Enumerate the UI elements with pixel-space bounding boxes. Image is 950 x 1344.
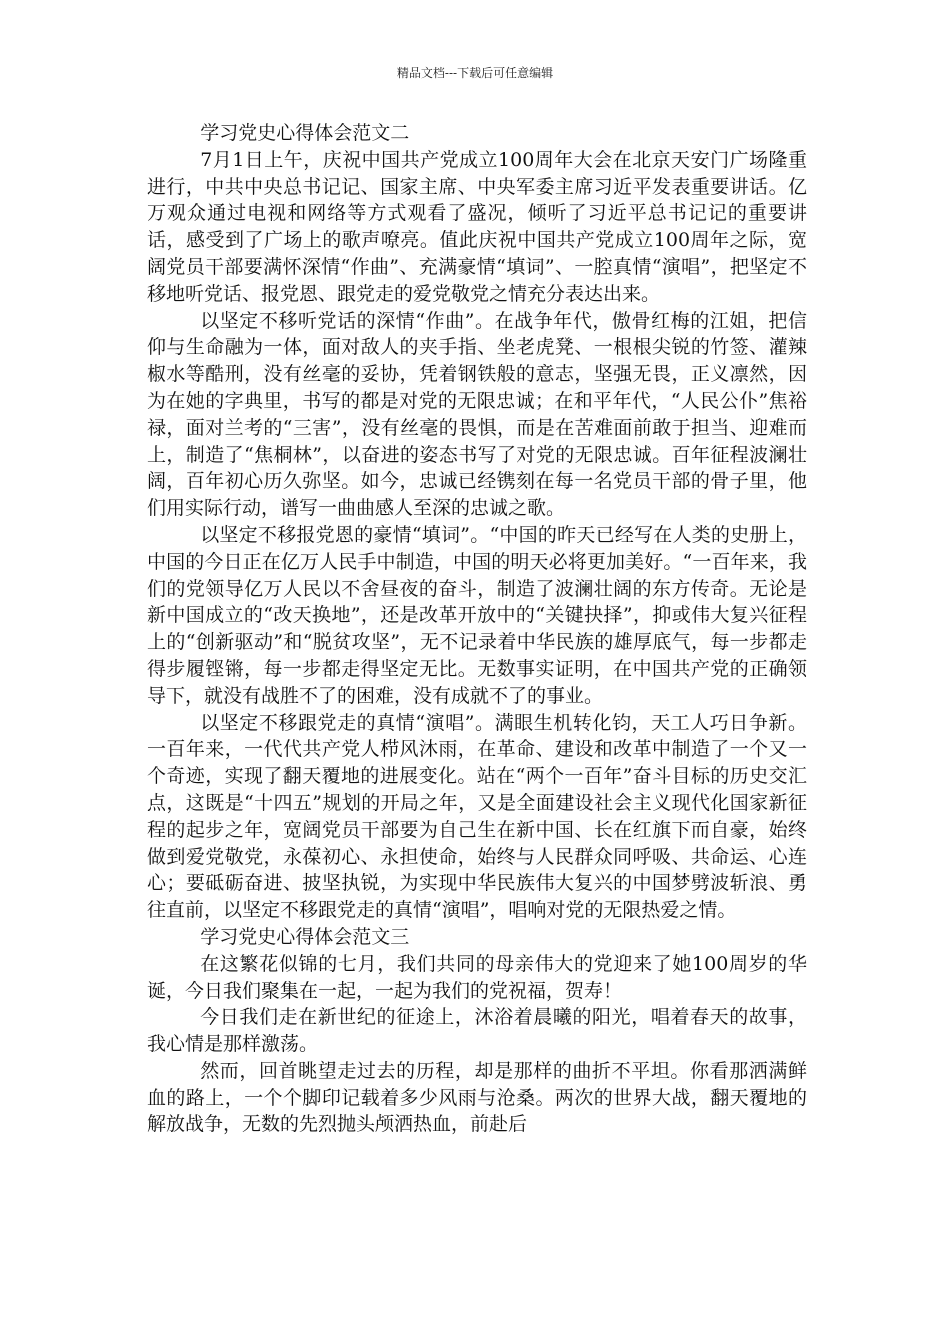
paragraph: 今日我们走在新世纪的征途上，沐浴着晨曦的阳光，唱着春天的故事，我心情是那样激荡。 — [147, 1006, 807, 1056]
paragraph: 以坚定不移报党恩的豪情“填词”。“中国的昨天已经写在人类的史册上，中国的今日正在亿万人民手中制造，中国的明天必将更加美好。“一百年来，我们的党领导亿万人民以不舍昼夜的奋斗，制造了波澜壮阔的东方传奇。无论是新中国成立的“改天换地”，还是改革开放中的“关键抉择”，抑或伟大复兴征程上的“创新驱动”和“脱贫攻坚”，无不记录着中华民族的雄厚底气，每一步都走得步履铿锵，每一步都走得坚定无比。无数事实证明，在中国共产党的正确领导下，就没有战胜不了的困难，没有成就不了的事业。 — [147, 523, 807, 707]
paragraph: 以坚定不移跟党走的真情“演唱”。满眼生机转化钧，天工人巧日争新。一百年来，一代代共产党人栉风沐雨，在革命、建设和改革中制造了一个又一个奇迹，实现了翻天覆地的进展变化。站在“两个一百年”奋斗目标的历史交汇点，这既是“十四五”规划的开局之年，又是全面建设社会主义现代化国家新征程的起步之年，宽阔党员干部要为自己生在新中国、长在红旗下而自豪，始终做到爱党敬党，永葆初心、永担使命，始终与人民群众同呼吸、共命运、心连心；要砥砺奋进、披坚执锐，为实现中华民族伟大复兴的中国梦劈波斩浪、勇往直前，以坚定不移跟党走的真情“演唱”，唱响对党的无限热爱之情。 — [147, 711, 807, 922]
section-title: 学习党史心得体会范文三 — [200, 925, 410, 948]
page-header: 精品文档---下载后可任意编辑 — [396, 66, 554, 80]
paragraph: 在这繁花似锦的七月，我们共同的母亲伟大的党迎来了她100周岁的华诞，今日我们聚集在一起，一起为我们的党祝福，贺寿！ — [147, 952, 807, 1002]
section-title: 学习党史心得体会范文二 — [200, 122, 410, 144]
document-body — [147, 120, 807, 1138]
paragraph: 7月1日上午，庆祝中国共产党成立100周年大会在北京天安门广场隆重进行，中共中央总书记记、国家主席、中央军委主席习近平发表重要讲话。亿万观众通过电视和网络等方式观看了盛况，倾听了习近平总书记记的重要讲话，感受到了广场上的歌声嘹亮。值此庆祝中国共产党成立100周年之际，宽阔党员干部要满怀深情“作曲”、充满豪情“填词”、一腔真情“演唱”，把坚定不移地听党话、报党恩、跟党走的爱党敬党之情充分表达出来。 — [147, 148, 807, 305]
paragraph: 然而，回首眺望走过去的历程，却是那样的曲折不平坦。你看那洒满鲜血的路上，一个个脚印记载着多少风雨与沧桑。两次的世界大战，翻天覆地的解放战争，无数的先烈抛头颅洒热血，前赴后 — [147, 1059, 807, 1136]
paragraph: 以坚定不移听党话的深情“作曲”。在战争年代，傲骨红梅的江姐，把信仰与生命融为一体，面对敌人的夹手指、坐老虎凳、一根根尖锐的竹签、灌辣椒水等酷刑，没有丝毫的妥协，凭着钢铁般的意志，坚强无畏，正义凛然，因为在她的字典里，书写的都是对党的无限忠诚；在和平年代，“人民公仆”焦裕禄，面对兰考的“三害”，没有丝毫的畏惧，而是在苦难面前敢于担当、迎难而上，制造了“焦桐林”，以奋进的姿态书写了对党的无限忠诚。百年征程波澜壮阔，百年初心历久弥坚。如今，忠诚已经镌刻在每一名党员干部的骨子里，他们用实际行动，谱写一曲曲感人至深的忠诚之歌。 — [147, 309, 807, 520]
